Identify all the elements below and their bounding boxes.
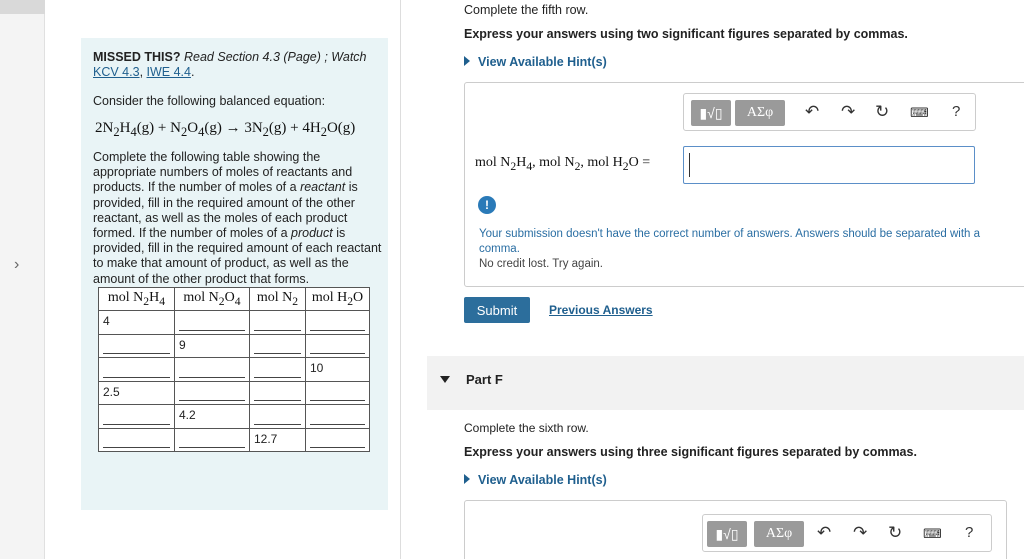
instructions-paragraph: Complete the following table showing the appropriate numbers of moles of reactants and products. If the number of moles of a reactant is provided, fill in the required amount of the other reactant, as well as the moles of each product formed. If the number of moles of a product is provided, fill in the required amount of each reactant to make that amount of product, as well as the amount of the other product that forms. bbox=[93, 150, 382, 286]
table-header-row bbox=[99, 288, 370, 311]
blank-line bbox=[254, 353, 301, 354]
template-button[interactable] bbox=[707, 521, 747, 547]
table-row bbox=[99, 334, 370, 358]
undo-icon[interactable]: ↶ bbox=[817, 523, 832, 542]
chevron-right-icon[interactable]: › bbox=[14, 256, 20, 273]
part-e-prompt: Complete the fifth row. bbox=[464, 3, 589, 17]
reactant-word: reactant bbox=[300, 180, 346, 195]
greek-label: ΑΣφ bbox=[735, 100, 785, 126]
caret-right-icon bbox=[464, 56, 470, 66]
blank-line bbox=[254, 424, 301, 425]
part-e-hint-toggle[interactable] bbox=[464, 55, 607, 69]
answer-input[interactable] bbox=[683, 146, 975, 184]
moles-table bbox=[98, 287, 370, 452]
table-cell bbox=[306, 334, 370, 358]
answer-label: mol $N_2H_4$, mol $N_2$, mol $H_2O$ = bbox=[475, 155, 651, 173]
cell-value: 4.2 bbox=[179, 408, 196, 422]
math-toolbar bbox=[683, 93, 976, 131]
table-cell bbox=[99, 334, 175, 358]
submit-button[interactable]: Submit bbox=[464, 297, 530, 323]
table-cell bbox=[99, 428, 175, 452]
help-button[interactable]: ? bbox=[965, 524, 974, 541]
table-row bbox=[99, 381, 370, 405]
blank-line bbox=[103, 424, 170, 425]
col-header-n2: mol $N_2$ bbox=[250, 288, 306, 311]
cell-value: 2.5 bbox=[103, 384, 120, 399]
caret-down-icon bbox=[440, 376, 450, 383]
part-f-hint-toggle[interactable] bbox=[464, 473, 607, 487]
blank-line bbox=[310, 447, 365, 448]
blank-line bbox=[254, 377, 301, 378]
keyboard-icon[interactable]: ⌨ bbox=[923, 526, 942, 541]
redo-icon[interactable]: ↷ bbox=[841, 102, 856, 121]
blank-line bbox=[103, 353, 170, 354]
col-header-n2h4: mol $N_2H_4$ bbox=[99, 288, 175, 311]
part-e-instructions: Express your answers using two significant figures separated by commas. bbox=[464, 27, 908, 41]
undo-icon[interactable]: ↶ bbox=[805, 102, 820, 121]
col-header-h2o: mol $H_2O$ bbox=[306, 288, 370, 311]
blank-line bbox=[103, 377, 170, 378]
link-period: . bbox=[190, 65, 195, 79]
table-cell bbox=[306, 311, 370, 335]
caret-right-icon bbox=[464, 474, 470, 484]
part-f-header[interactable] bbox=[427, 356, 1024, 410]
table-cell bbox=[306, 381, 370, 405]
table-cell bbox=[99, 311, 175, 335]
no-credit-text: No credit lost. Try again. bbox=[479, 258, 603, 270]
iwe-link[interactable]: IWE 4.4 bbox=[146, 65, 191, 79]
math-toolbar bbox=[702, 514, 992, 552]
table-cell bbox=[175, 358, 250, 382]
table-cell bbox=[306, 405, 370, 429]
col-header-n2o4: mol $N_2O_4$ bbox=[175, 288, 250, 311]
product-word: product bbox=[291, 226, 333, 241]
table-cell bbox=[250, 405, 306, 429]
part-f-instructions: Express your answers using three significant figures separated by commas. bbox=[464, 445, 917, 459]
blank-line bbox=[310, 353, 365, 354]
table-cell bbox=[175, 381, 250, 405]
blank-line bbox=[179, 400, 245, 401]
previous-answers-link[interactable]: Previous Answers bbox=[549, 303, 653, 317]
blank-line bbox=[254, 330, 301, 331]
table-row bbox=[99, 405, 370, 429]
table-cell bbox=[250, 334, 306, 358]
table-cell bbox=[175, 405, 250, 429]
greek-label: ΑΣφ bbox=[754, 521, 804, 547]
table-cell bbox=[250, 358, 306, 382]
cell-value: 9 bbox=[179, 337, 186, 352]
part-f-label: Part F bbox=[466, 372, 503, 387]
template-button[interactable] bbox=[691, 100, 731, 126]
hint-label: View Available Hint(s) bbox=[478, 473, 607, 487]
template-sqrt-icon: ▮√▯ bbox=[707, 521, 747, 547]
table-cell bbox=[175, 334, 250, 358]
table-cell bbox=[99, 381, 175, 405]
table-cell bbox=[250, 311, 306, 335]
text-cursor bbox=[689, 153, 690, 177]
feedback-message: Your submission doesn't have the correct number of answers. Answers should be separated with a comma. bbox=[479, 228, 981, 255]
blank-line bbox=[310, 400, 365, 401]
blank-line bbox=[179, 377, 245, 378]
balanced-equation: $2N_2H_4(g) + N_2O_4(g) \to 3N_2(g) + 4H_2O(g)$ bbox=[95, 120, 356, 139]
table-cell bbox=[175, 311, 250, 335]
part-f-prompt: Complete the sixth row. bbox=[464, 421, 589, 435]
blank-line bbox=[103, 447, 170, 448]
table-row bbox=[99, 311, 370, 335]
cell-value: 12.7 bbox=[254, 431, 278, 446]
table-row bbox=[99, 428, 370, 452]
hint-label: View Available Hint(s) bbox=[478, 55, 607, 69]
kcv-link[interactable]: KCV 4.3 bbox=[93, 65, 140, 79]
left-rail bbox=[0, 0, 45, 559]
help-button[interactable]: ? bbox=[952, 103, 961, 120]
blank-line bbox=[310, 330, 365, 331]
greek-button[interactable] bbox=[754, 521, 804, 547]
reset-icon[interactable]: ↻ bbox=[875, 102, 890, 121]
table-cell bbox=[306, 428, 370, 452]
redo-icon[interactable]: ↷ bbox=[853, 523, 868, 542]
reset-icon[interactable]: ↻ bbox=[888, 523, 903, 542]
table-cell bbox=[250, 381, 306, 405]
table-cell bbox=[99, 358, 175, 382]
blank-line bbox=[254, 400, 301, 401]
table-cell bbox=[250, 428, 306, 452]
cell-value: 10 bbox=[310, 361, 324, 375]
table-cell bbox=[99, 405, 175, 429]
cell-value: 4 bbox=[103, 314, 110, 328]
template-sqrt-icon: ▮√▯ bbox=[691, 100, 731, 126]
blank-line bbox=[310, 424, 365, 425]
link-separator: , bbox=[139, 65, 147, 79]
rail-top-strip bbox=[0, 0, 45, 14]
table-cell bbox=[175, 428, 250, 452]
greek-button[interactable] bbox=[735, 100, 785, 126]
read-section-text: Read Section 4.3 (Page) ; Watch bbox=[184, 50, 367, 64]
missed-this-header bbox=[93, 50, 383, 80]
blank-line bbox=[179, 447, 245, 448]
table-row bbox=[99, 358, 370, 382]
keyboard-icon[interactable]: ⌨ bbox=[910, 105, 929, 120]
missed-this-label: MISSED THIS? bbox=[93, 50, 181, 64]
table-cell bbox=[306, 358, 370, 382]
consider-text: Consider the following balanced equation: bbox=[93, 94, 326, 108]
alert-icon: ! bbox=[478, 196, 496, 214]
blank-line bbox=[179, 330, 245, 331]
